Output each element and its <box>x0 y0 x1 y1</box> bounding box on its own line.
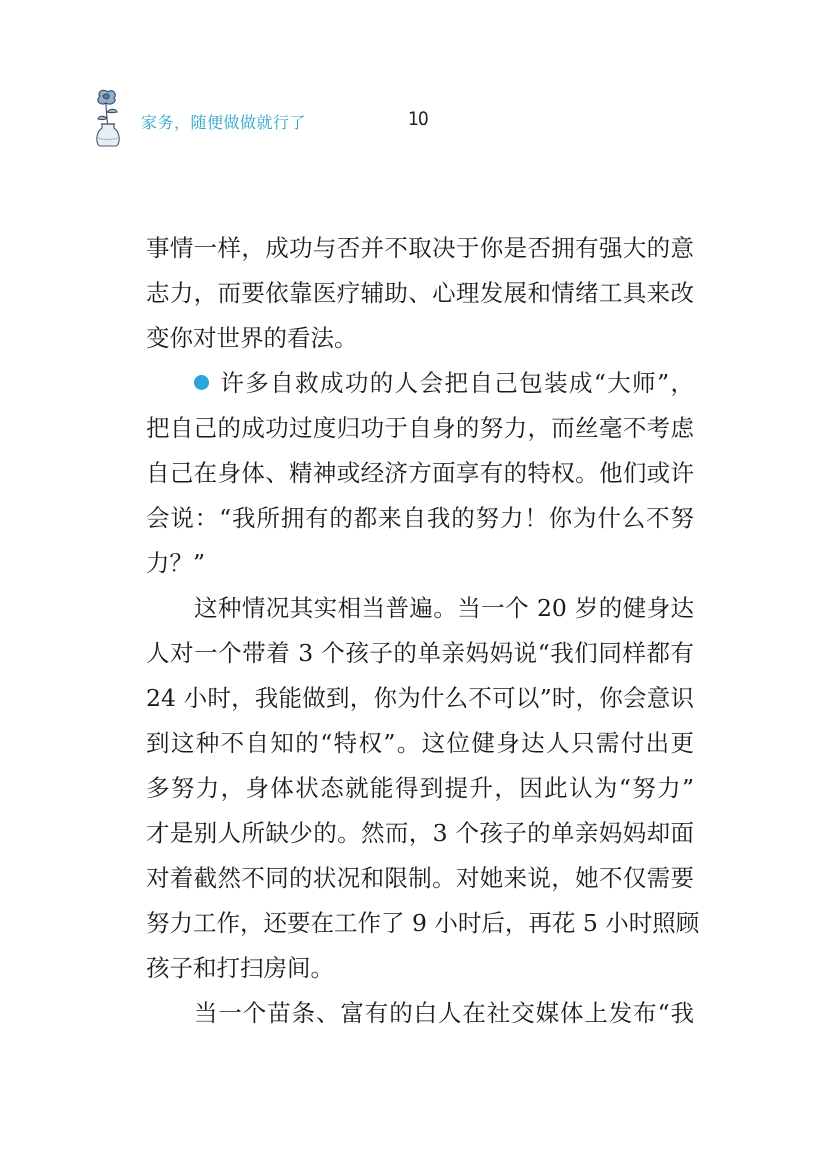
text-line: 自己在身体、精神或经济方面享有的特权。他们或许 <box>146 459 694 487</box>
text-line: 这种情况其实相当普遍。当一个 20 岁的健身达 <box>194 594 694 622</box>
text-line-content: 许多自救成功的人会把自己包装成“大师”， <box>219 369 694 397</box>
paragraph <box>146 586 700 991</box>
paragraph <box>146 991 694 1036</box>
text-line <box>146 361 694 406</box>
text-line: 孩子和打扫房间。 <box>146 954 334 982</box>
paragraph <box>146 226 694 361</box>
page-header <box>0 0 838 170</box>
text-line: 力？” <box>146 549 206 577</box>
text-line: 志力，而要依靠医疗辅助、心理发展和情绪工具来改 <box>146 279 694 307</box>
running-title: 家务，随便做做就行了 <box>141 113 307 132</box>
rose-vase-icon <box>90 88 126 148</box>
text-line: 把自己的成功过度归功于自身的努力，而丝毫不考虑 <box>146 414 694 442</box>
text-line: 变你对世界的看法。 <box>146 324 358 352</box>
text-line: 努力工作，还要在工作了 9 小时后，再花 5 小时照顾 <box>146 909 700 937</box>
text-line: 事情一样，成功与否并不取决于你是否拥有强大的意 <box>146 234 694 262</box>
page-number: 10 <box>408 108 428 130</box>
text-line: 到这种不自知的“特权”。这位健身达人只需付出更 <box>146 729 694 757</box>
text-line: 24 小时，我能做到，你为什么不可以”时，你会意识 <box>146 684 694 712</box>
text-line: 会说：“我所拥有的都来自我的努力！你为什么不努 <box>146 504 694 532</box>
text-line: 多努力，身体状态就能得到提升，因此认为“努力” <box>146 774 694 802</box>
text-line: 人对一个带着 3 个孩子的单亲妈妈说“我们同样都有 <box>146 639 694 667</box>
text-line: 才是别人所缺少的。然而，3 个孩子的单亲妈妈却面 <box>146 819 694 847</box>
bullet-paragraph <box>146 361 694 586</box>
bullet-dot-icon <box>194 375 209 390</box>
text-line: 对着截然不同的状况和限制。对她来说，她不仅需要 <box>146 864 694 892</box>
body-text <box>146 226 700 1036</box>
text-line: 当一个苗条、富有的白人在社交媒体上发布“我 <box>194 999 694 1027</box>
